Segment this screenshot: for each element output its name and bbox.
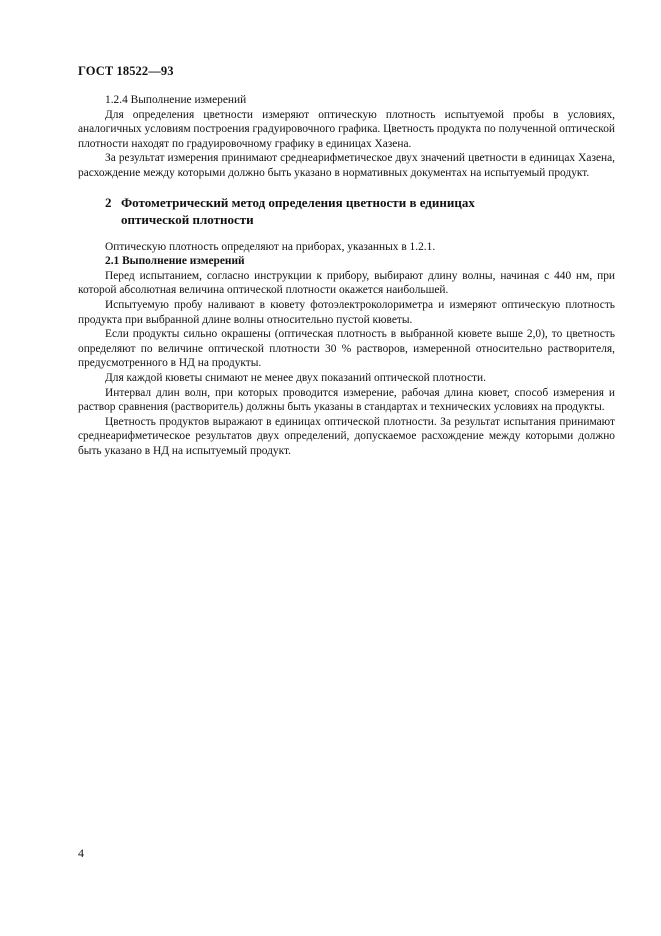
paragraph-dilution: Если продукты сильно окрашены (оптическая плотность в выбранной кювете выше 2,0), то цветность определяют по величине оптической плотности 30 % растворов, измеренной относительно растворителя, предусмотренного в НД на продукты. bbox=[78, 328, 615, 370]
paragraph-wavelength-range: Интервал длин волн, при которых проводится измерение, рабочая длина кювет, способ измерения и раствор сравнения (растворитель) должны быть указаны в стандартах и технических условиях на продукты. bbox=[78, 386, 615, 414]
section-2-number: 2 bbox=[105, 194, 112, 210]
subsection-1-2-4-title: 1.2.4 Выполнение измерений bbox=[105, 94, 247, 106]
paragraph-sample: Испытуемую пробу наливают в кювету фотоэлектроколориметра и измеряют оптическую плотность продукта при выбранной длине волны относительно пустой кюветы. bbox=[78, 298, 615, 326]
document-header: ГОСТ 18522—93 bbox=[78, 64, 174, 78]
paragraph-result: Цветность продуктов выражают в единицах оптической плотности. За результат испытания принимают среднеарифметическое результатов двух определений, допускаемое расхождение между которыми должно быть указано в НД на испытуемый продукт. bbox=[78, 415, 615, 457]
paragraph-wavelength: Перед испытанием, согласно инструкции к прибору, выбирают длину волны, начиная с 440 нм, при которой абсолютная величина оптической плотности окажется наибольшей. bbox=[78, 269, 615, 297]
section-2-heading bbox=[78, 194, 525, 228]
page-number: 4 bbox=[78, 846, 84, 860]
document-body bbox=[78, 93, 615, 458]
section-2-title-line1: Фотометрический метод определения цветности в единицах bbox=[121, 194, 475, 210]
paragraph-measurement-1: Для определения цветности измеряют оптическую плотность испытуемой пробы в условиях, аналогичных условиям построения градуировочного графика. Цветность продукта по полученной оптической плотности находят по градуировочному графику в единицах Хазена. bbox=[78, 108, 615, 150]
paragraph-measurement-2: За результат измерения принимают среднеарифметическое двух значений цветности в единицах Хазена, расхождение между которыми должно быть указано в нормативных документах на испытуемый продукт. bbox=[78, 152, 615, 179]
subsection-2-1-title: 2.1 Выполнение измерений bbox=[105, 255, 245, 268]
section-2-title-line2: оптической плотности bbox=[121, 211, 254, 227]
paragraph-readings: Для каждой кюветы снимают не менее двух показаний оптической плотности. bbox=[105, 371, 486, 384]
paragraph-instruments: Оптическую плотность определяют на приборах, указанных в 1.2.1. bbox=[105, 240, 436, 253]
